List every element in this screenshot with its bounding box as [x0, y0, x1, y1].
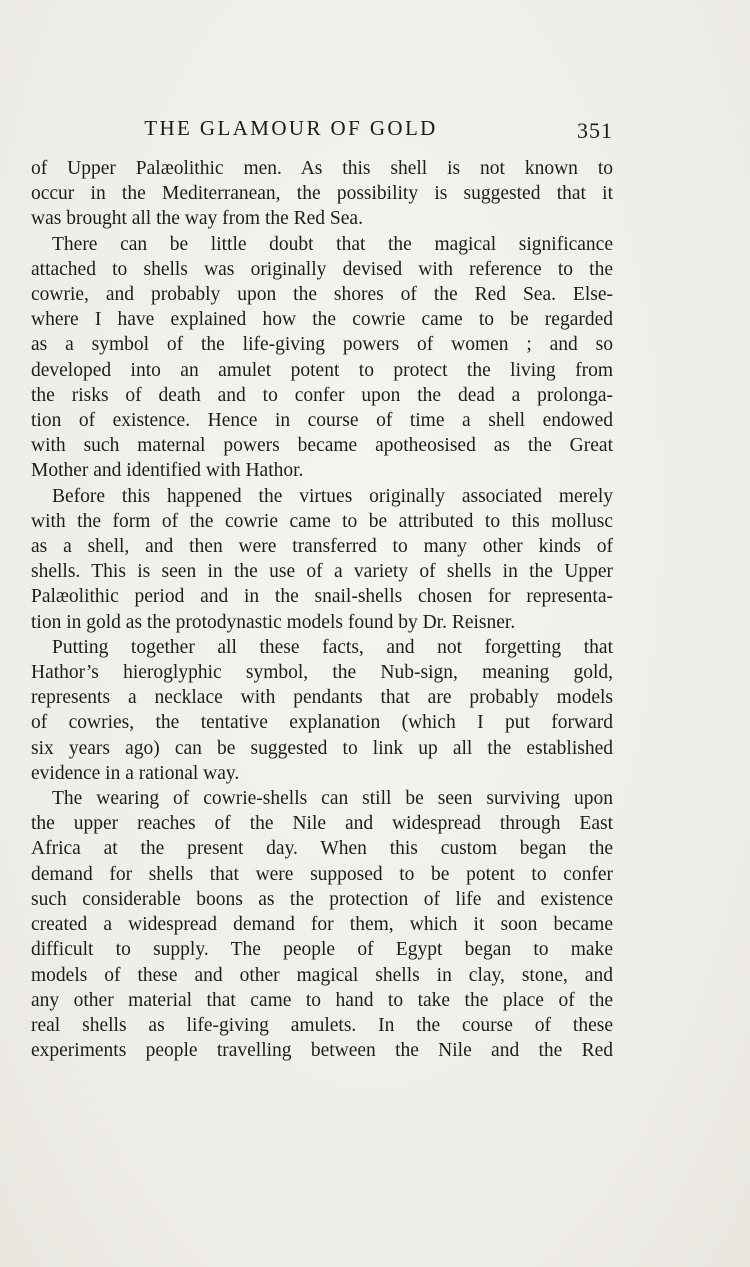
- page-number: 351: [577, 118, 613, 143]
- text-line: as a symbol of the life-giving powers of women ; and so: [31, 334, 613, 356]
- text-line: the risks of death and to confer upon the dead a prolonga-: [31, 384, 613, 406]
- text-line: There can be little doubt that the magical significance: [52, 233, 613, 255]
- text-line: occur in the Mediterranean, the possibility is suggested that it: [31, 183, 613, 205]
- paragraph: [31, 156, 613, 232]
- text-line: The wearing of cowrie-shells can still be seen surviving upon: [52, 788, 613, 810]
- text-line: attached to shells was originally devised with reference to the: [31, 258, 613, 280]
- text-line: six years ago) can be suggested to link up all the established: [31, 737, 613, 759]
- paragraph: [31, 635, 613, 786]
- text-line: Before this happened the virtues originally associated merely: [52, 485, 613, 507]
- text-line: such considerable boons as the protection of life and existence: [31, 888, 613, 910]
- text-line: Hathor’s hieroglyphic symbol, the Nub-sign, meaning gold,: [31, 662, 613, 684]
- text-line: evidence in a rational way.: [31, 762, 240, 784]
- text-line: of Upper Palæolithic men. As this shell is not known to: [31, 158, 613, 179]
- page-header: [31, 116, 613, 148]
- text-line: the upper reaches of the Nile and widespread through East: [31, 813, 613, 835]
- text-line: with such maternal powers became apotheosised as the Great: [31, 435, 613, 457]
- text-line: Palæolithic period and in the snail-shells chosen for representa-: [31, 586, 613, 608]
- text-line: Mother and identified with Hathor.: [31, 460, 304, 482]
- paragraph: [31, 232, 613, 484]
- text-line: of cowries, the tentative explanation (which I put forward: [31, 712, 613, 734]
- text-line: represents a necklace with pendants that are probably models: [31, 687, 613, 709]
- text-line: Putting together all these facts, and not forgetting that: [52, 636, 613, 658]
- paragraph: [31, 786, 613, 1063]
- text-line: created a widespread demand for them, which it soon became: [31, 914, 613, 936]
- paragraph: [31, 484, 613, 635]
- text-line: was brought all the way from the Red Sea.: [31, 208, 363, 230]
- running-head: THE GLAMOUR OF GOLD: [144, 116, 438, 140]
- body-text: [31, 156, 613, 1063]
- text-line: experiments people travelling between the Nile and the Red: [31, 1040, 613, 1062]
- text-line: shells. This is seen in the use of a variety of shells in the Upper: [31, 561, 613, 583]
- text-line: models of these and other magical shells in clay, stone, and: [31, 964, 613, 986]
- text-line: cowrie, and probably upon the shores of the Red Sea. Else-: [31, 284, 613, 306]
- text-line: tion in gold as the protodynastic models found by Dr. Reisner.: [31, 611, 516, 633]
- text-line: with the form of the cowrie came to be attributed to this mollusc: [31, 510, 613, 532]
- text-line: any other material that came to hand to take the place of the: [31, 989, 613, 1011]
- text-line: demand for shells that were supposed to be potent to confer: [31, 863, 613, 885]
- text-line: difficult to supply. The people of Egypt began to make: [31, 939, 613, 961]
- text-line: Africa at the present day. When this custom began the: [31, 838, 613, 860]
- text-line: where I have explained how the cowrie came to be regarded: [31, 309, 613, 331]
- text-line: real shells as life-giving amulets. In the course of these: [31, 1014, 613, 1036]
- text-line: as a shell, and then were transferred to many other kinds of: [31, 536, 613, 558]
- text-line: tion of existence. Hence in course of time a shell endowed: [31, 410, 613, 432]
- text-line: developed into an amulet potent to protect the living from: [31, 359, 613, 381]
